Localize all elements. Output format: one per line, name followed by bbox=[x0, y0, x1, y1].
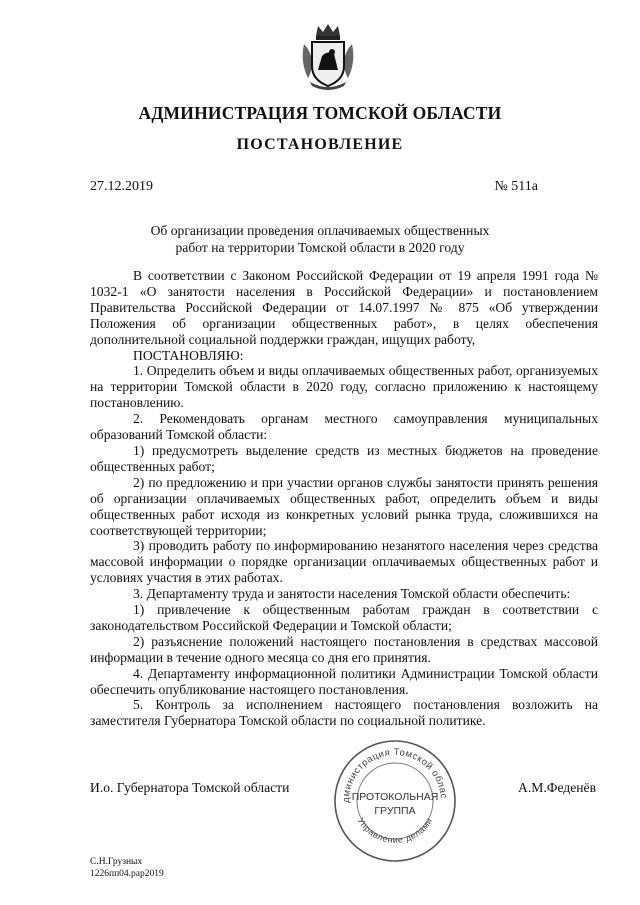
paragraph-2-item-3: 3) проводить работу по информированию незанятого населения через средства массовой информации о порядке организации оплачиваемых общественных работ и условиях участия в этих работах. bbox=[90, 538, 598, 586]
executor-file-code: 1226пп04.рар2019 bbox=[90, 869, 164, 879]
organization-name: АДМИНИСТРАЦИЯ ТОМСКОЙ ОБЛАСТИ bbox=[138, 103, 502, 123]
paragraph-4: 4. Департаменту информационной политики Администрации Томской области обеспечить опубликование настоящего постановления. bbox=[90, 665, 598, 697]
decree-word: ПОСТАНОВЛЯЮ: bbox=[133, 347, 244, 363]
svg-text:Управление делами bbox=[356, 816, 435, 845]
stamp-center-line-1: ПРОТОКОЛЬНАЯ bbox=[351, 791, 439, 803]
document-date: 27.12.2019 bbox=[90, 179, 153, 194]
paragraph-5: 5. Контроль за исполнением настоящего постановления возложить на заместителя Губернатора Томской области по социальной политике. bbox=[90, 697, 598, 729]
preamble-paragraph: В соответствии с Законом Российской Федерации от 19 апреля 1991 года № 1032-1 «О занятости населения в Российской Федерации» и постановлением Правительства Российской Федерации от 14.07.1997 № 875 «Об утверждении Положения об организации общественных работ», в целях обеспечения дополнительной социальной поддержки граждан, ищущих работу, bbox=[90, 268, 598, 347]
signatory-position: И.о. Губернатора Томской области bbox=[90, 780, 290, 795]
executor-name: С.Н.Грузных bbox=[90, 857, 143, 867]
stamp-ring-text: дминистрация Томской облас bbox=[340, 746, 449, 804]
coat-of-arms-emblem bbox=[298, 22, 358, 90]
executor-block bbox=[90, 856, 164, 880]
paragraph-1: 1. Определить объем и виды оплачиваемых общественных работ, организуемых на территории Томской области в 2020 году, согласно приложению к настоящему постановлению. bbox=[90, 363, 598, 411]
stamp-center-line-2: ГРУППА bbox=[374, 805, 416, 817]
paragraph-2: 2. Рекомендовать органам местного самоуправления муниципальных образований Томской области: bbox=[90, 411, 598, 443]
paragraph-2-item-1: 1) предусмотреть выделение средств из местных бюджетов на проведение общественных работ; bbox=[90, 442, 598, 474]
document-body bbox=[90, 268, 598, 729]
paragraph-3-item-1: 1) привлечение к общественным работам граждан в соответствии с законодательством Российской Федерации и Томской области; bbox=[90, 602, 598, 633]
paragraph-2-item-2: 2) по предложению и при участии органов службы занятости принять решения об организации оплачиваемых общественных работ, определить объем и виды общественных работ исходя из конкретных условий рынка труда, сложившихся на соответствующей территории; bbox=[90, 474, 598, 538]
document-type-title: ПОСТАНОВЛЕНИЕ bbox=[236, 136, 404, 153]
stamp-bottom-text: Управление делами bbox=[355, 815, 435, 845]
signatory-name: А.М.Феденёв bbox=[518, 780, 596, 795]
paragraph-3-item-2: 2) разъяснение положений настоящего постановления в средствах массовой информации в течение одного месяца со дня его принятия. bbox=[90, 633, 598, 665]
protocol-group-stamp bbox=[332, 738, 458, 864]
document-number: № 511а bbox=[494, 179, 538, 194]
document-subject bbox=[90, 222, 550, 256]
subject-line-2: работ на территории Томской области в 2020 году bbox=[175, 240, 465, 255]
paragraph-3: 3. Департаменту труда и занятости населения Томской области обеспечить: bbox=[133, 586, 571, 602]
subject-line-1: Об организации проведения оплачиваемых общественных bbox=[150, 223, 490, 238]
